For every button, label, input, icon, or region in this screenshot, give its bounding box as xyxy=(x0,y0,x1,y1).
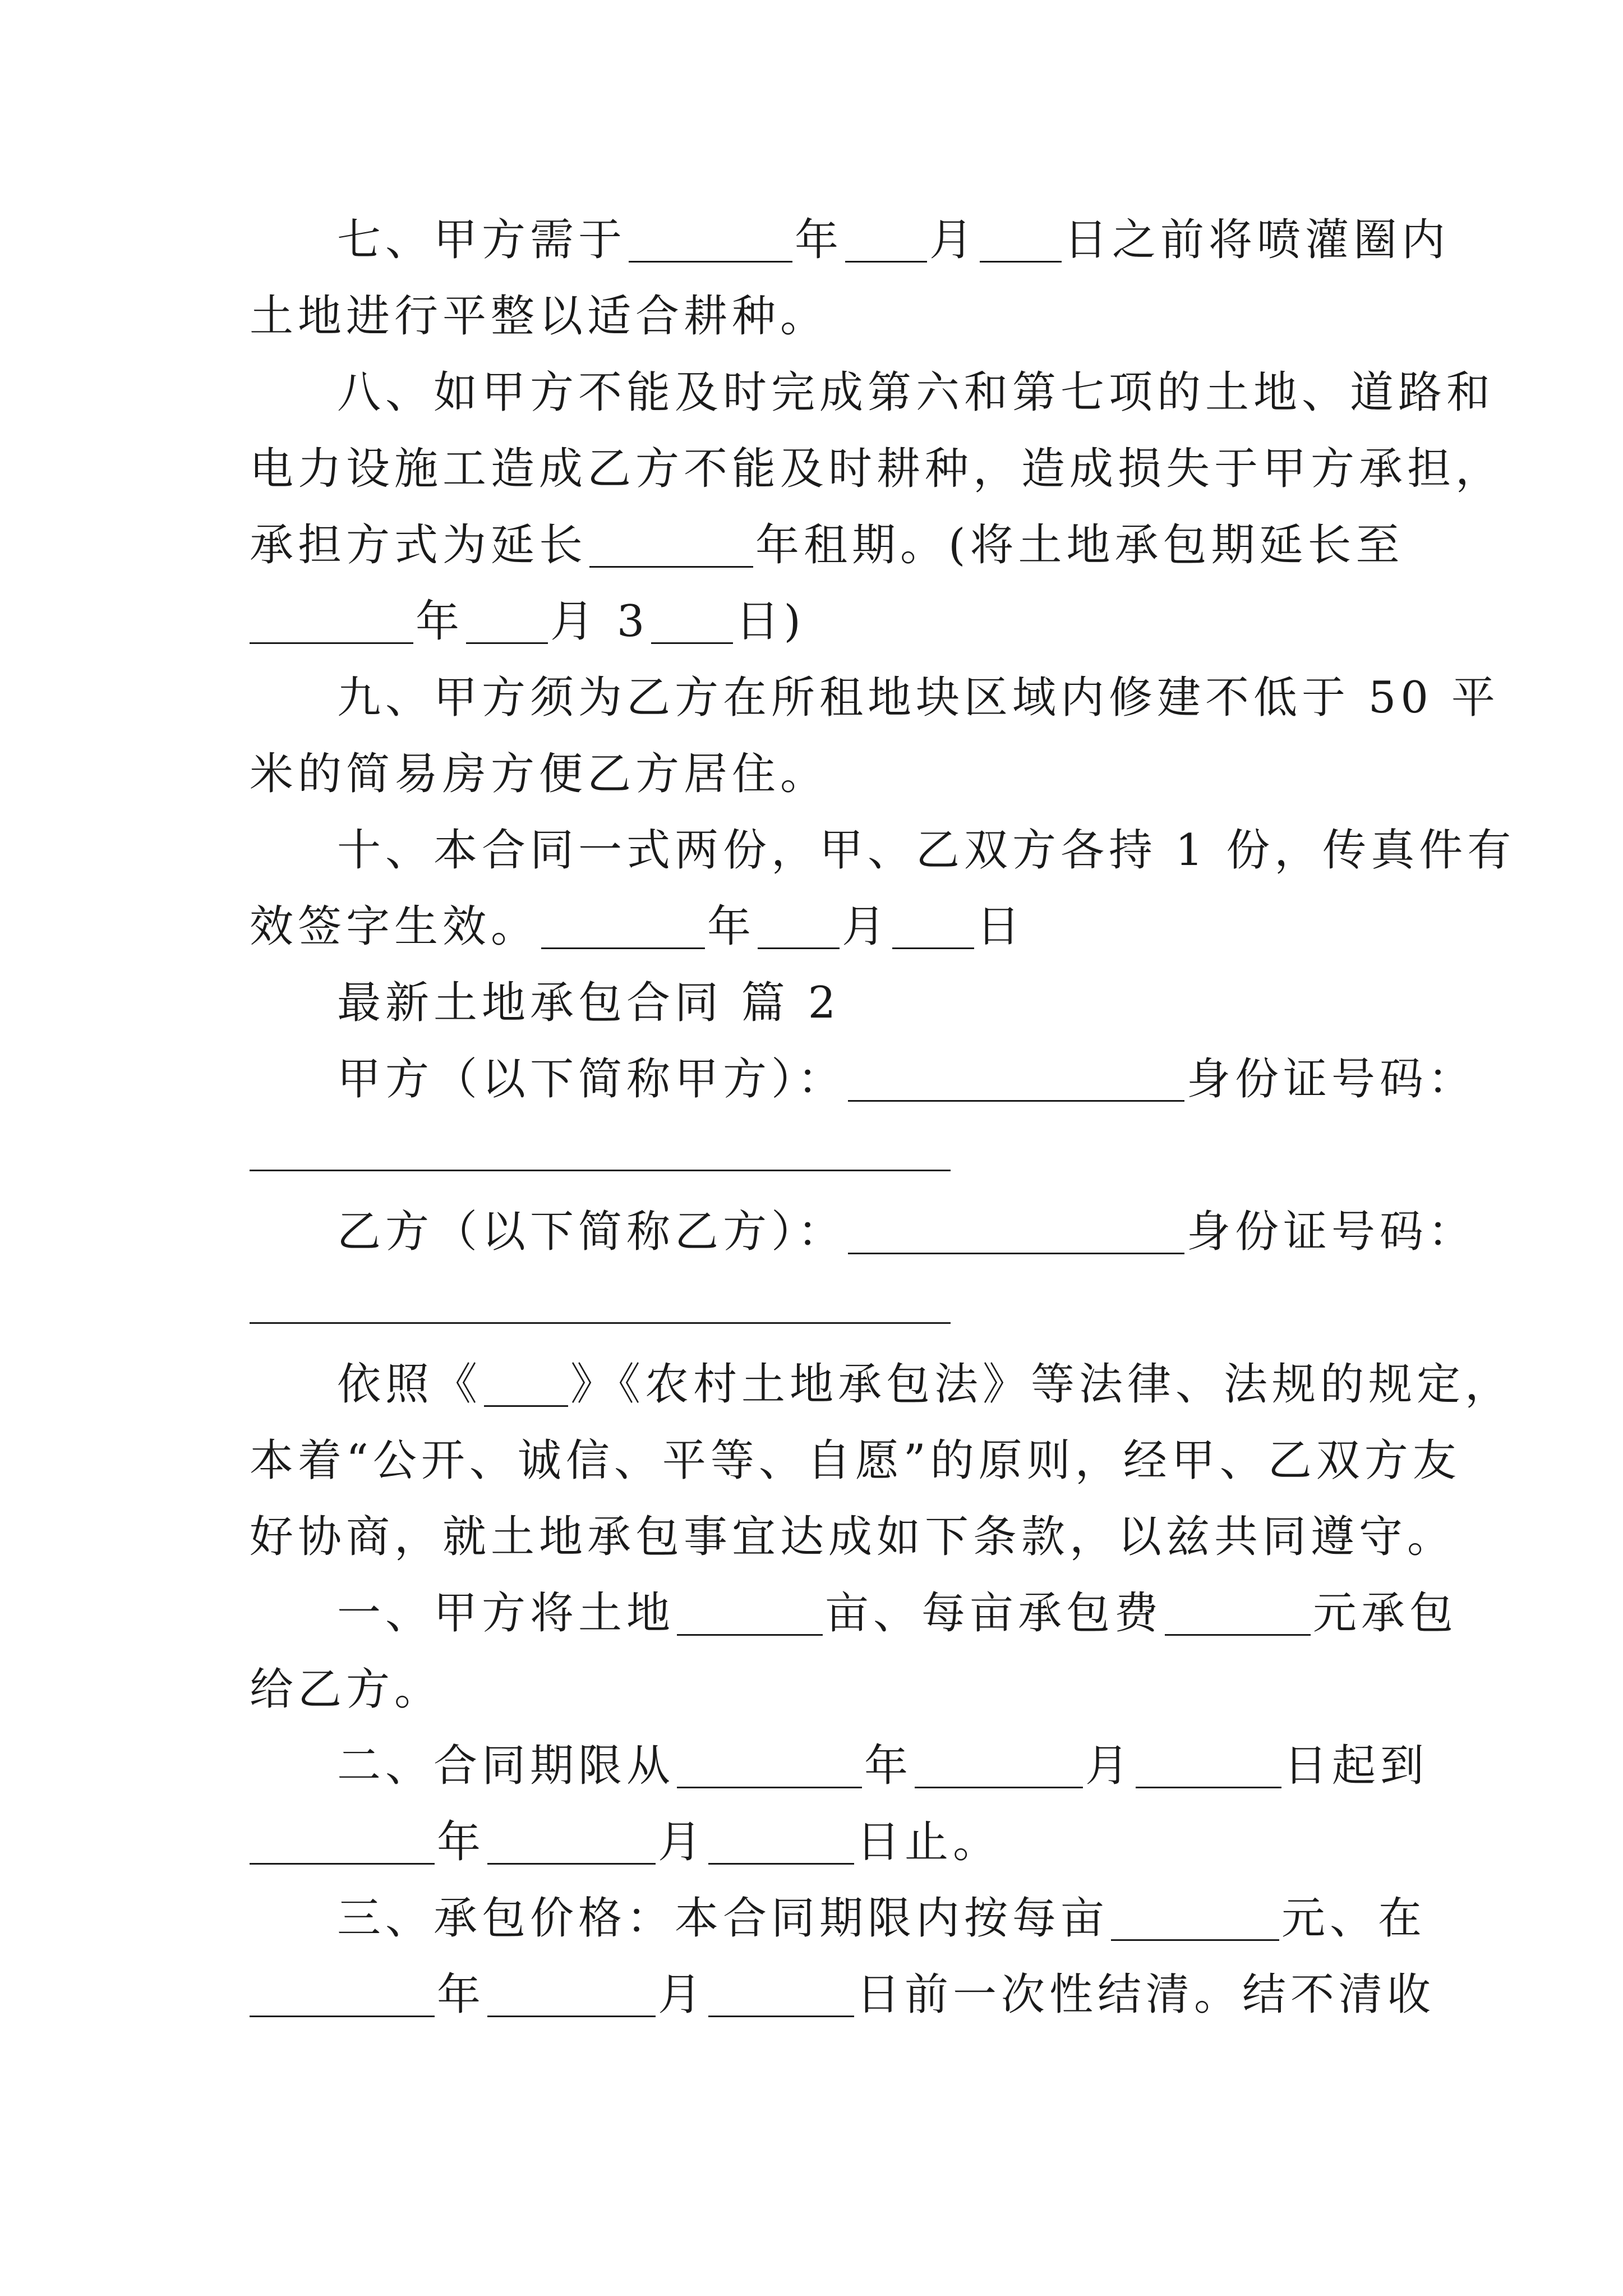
preamble-line-1 xyxy=(250,1346,1514,1423)
text: 身份证号码： xyxy=(1187,1054,1477,1105)
party-b-line xyxy=(250,1194,1477,1270)
text: 给乙方。 xyxy=(250,1664,443,1715)
blank-field xyxy=(589,522,753,568)
clause-8-line-1 xyxy=(250,355,1495,431)
term-3-line-1 xyxy=(250,1880,1427,1957)
blank-field xyxy=(677,1590,823,1636)
blank-field xyxy=(708,1972,854,2017)
blank-field xyxy=(1111,1895,1279,1941)
text: 十、本合同一式两份，甲、乙双方各持 1 份，传真件有 xyxy=(337,825,1516,876)
document-page xyxy=(250,202,1516,2033)
blank-field xyxy=(250,1819,435,1865)
text: 月 3 xyxy=(550,596,649,647)
clause-8-line-4 xyxy=(250,583,1388,660)
text: 七、甲方需于 xyxy=(337,215,627,265)
blank-field xyxy=(915,1743,1083,1788)
preamble-line-2 xyxy=(250,1423,1461,1499)
term-1-line-2 xyxy=(250,1651,1388,1728)
party-a-line xyxy=(250,1041,1477,1117)
blank-field xyxy=(487,1972,656,2017)
text: 年 xyxy=(864,1741,913,1791)
text: 乙方（以下简称乙方）： xyxy=(337,1207,846,1257)
text: 甲方（以下简称甲方）： xyxy=(337,1054,846,1105)
blank-field xyxy=(708,1819,854,1865)
blank-field xyxy=(980,217,1062,263)
text: 土地进行平整以适合耕种。 xyxy=(250,291,829,342)
text: 年 xyxy=(707,901,756,952)
text: 九、甲方须为乙方在所租地块区域内修建不低于 50 平 xyxy=(337,673,1500,723)
preamble-line-3 xyxy=(250,1499,1456,1575)
text: 元承包 xyxy=(1313,1588,1458,1639)
blank-field xyxy=(1165,1590,1311,1636)
clause-10-line-2 xyxy=(250,889,1388,965)
text: 日止。 xyxy=(856,1817,1002,1867)
text: 月 xyxy=(658,1970,707,2020)
text: 承担方式为延长 xyxy=(250,520,588,570)
text: 日) xyxy=(735,596,805,647)
blank-field xyxy=(541,904,705,949)
text: 依照《 xyxy=(337,1359,482,1410)
text: 三、承包价格：本合同期限内按每亩 xyxy=(337,1893,1109,1944)
blank-field xyxy=(466,599,548,644)
clause-10-line-1 xyxy=(250,812,1516,889)
term-1-line-1 xyxy=(250,1575,1458,1651)
text: 》《农村土地承包法》等法律、法规的规定， xyxy=(570,1359,1514,1410)
text: 年 xyxy=(437,1817,486,1867)
term-2-line-1 xyxy=(250,1728,1429,1804)
blank-field xyxy=(487,1819,656,1865)
clause-7-line-2 xyxy=(250,278,1388,355)
blank-field xyxy=(1136,1743,1281,1788)
blank-field xyxy=(651,599,733,644)
clause-8-line-3 xyxy=(250,507,1404,583)
text: 米的简易房方便乙方居住。 xyxy=(250,749,829,799)
party-b-id-blank xyxy=(250,1270,1388,1346)
text: 月 xyxy=(1085,1741,1134,1791)
blank-field xyxy=(250,1972,435,2017)
text: 本着“公开、诚信、平等、自愿”的原则，经甲、乙双方友 xyxy=(250,1435,1461,1486)
term-2-line-2 xyxy=(250,1804,1388,1880)
text: 日起到 xyxy=(1284,1741,1429,1791)
text: 年 xyxy=(416,596,464,647)
blank-field xyxy=(892,904,974,949)
clause-9-line-1 xyxy=(250,660,1500,736)
text: 月 xyxy=(929,215,978,265)
text: 最新土地承包合同 篇 2 xyxy=(337,978,841,1028)
party-a-id-blank xyxy=(250,1117,1388,1194)
text: 年 xyxy=(795,215,843,265)
party-a-name-blank xyxy=(848,1056,1184,1102)
section-heading xyxy=(250,965,1388,1041)
text: 年 xyxy=(437,1970,486,2020)
text: 八、如甲方不能及时完成第六和第七项的土地、道路和 xyxy=(337,367,1495,418)
clause-9-line-2 xyxy=(250,736,1388,812)
text: 效签字生效。 xyxy=(250,901,540,952)
blank-field xyxy=(677,1743,862,1788)
party-b-name-blank xyxy=(848,1209,1184,1254)
text: 月 xyxy=(658,1817,707,1867)
blank-field xyxy=(629,217,792,263)
clause-7-line-1 xyxy=(250,202,1450,278)
blank-field xyxy=(845,217,927,263)
text: 日前一次性结清。结不清收 xyxy=(856,1970,1436,2020)
text: 元、在 xyxy=(1281,1893,1427,1944)
blank-field xyxy=(484,1361,568,1407)
clause-8-line-2 xyxy=(250,431,1504,507)
text: 月 xyxy=(842,901,891,952)
text: 二、合同期限从 xyxy=(337,1741,675,1791)
text: 年租期。(将土地承包期延长至 xyxy=(755,520,1404,570)
text: 亩、每亩承包费 xyxy=(825,1588,1163,1639)
text: 好协商，就土地承包事宜达成如下条款，以兹共同遵守。 xyxy=(250,1512,1456,1562)
blank-field xyxy=(250,599,413,644)
text: 一、甲方将土地 xyxy=(337,1588,675,1639)
term-3-line-2 xyxy=(250,1957,1436,2033)
text: 日 xyxy=(976,901,1025,952)
blank-field xyxy=(758,904,840,949)
text: 电力设施工造成乙方不能及时耕种，造成损失于甲方承担， xyxy=(250,444,1504,494)
text: 身份证号码： xyxy=(1187,1207,1477,1257)
text: 日之前将喷灌圈内 xyxy=(1064,215,1450,265)
